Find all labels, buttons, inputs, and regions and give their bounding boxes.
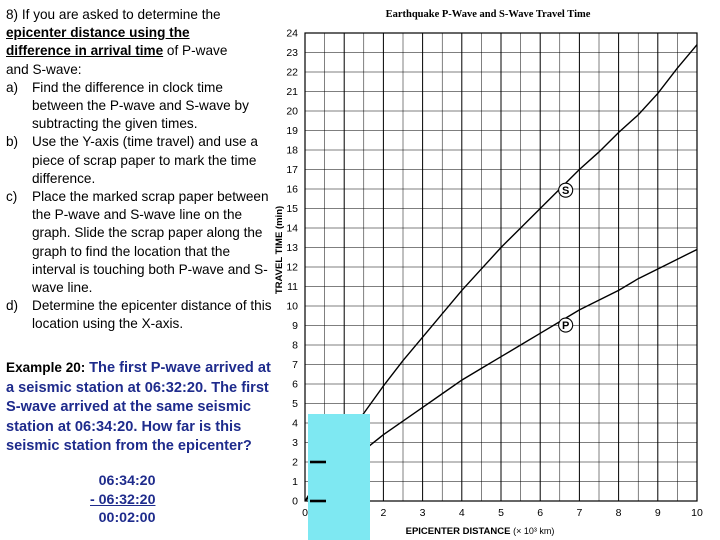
x-axis-label <box>406 526 555 537</box>
y-tick-label: 22 <box>286 66 298 79</box>
series-label-p: P <box>562 320 570 333</box>
heading-line: 8) If you are asked to determine the <box>6 7 221 22</box>
y-tick-label: 8 <box>292 339 298 352</box>
step-c: c) Place the marked scrap paper between the P-wave and S-wave line on the graph. Slide the scrap paper along the graph to find the location that the interval is touching both P-wave and S-wave line. <box>6 189 269 296</box>
y-axis-label: TRAVEL TIME (min) <box>274 205 285 295</box>
x-tick-label: 5 <box>498 507 504 519</box>
example-tag: Example 20: <box>6 360 90 375</box>
scrap-paper-sheet <box>308 414 370 540</box>
scrap-paper[interactable] <box>308 414 370 540</box>
x-tick-label: 8 <box>615 507 622 519</box>
instructions-heading <box>6 6 276 79</box>
y-tick-label: 6 <box>292 378 298 391</box>
y-tick-label: 10 <box>286 300 298 313</box>
y-tick-label: 19 <box>286 125 298 137</box>
y-tick-label: 16 <box>286 183 298 196</box>
y-tick-label: 7 <box>292 359 298 371</box>
x-tick-label: 3 <box>419 507 426 519</box>
heading-emphasis-1: epicenter distance using the <box>6 25 190 41</box>
y-tick-labels <box>286 28 298 508</box>
y-tick-label: 0 <box>292 495 298 508</box>
y-tick-label: 21 <box>286 86 298 98</box>
y-tick-label: 12 <box>286 261 298 274</box>
example-question <box>6 358 282 457</box>
step-b: b) Use the Y-axis (time travel) and use a piece of scrap paper to mark the time difference. <box>6 134 258 186</box>
x-tick-label: 4 <box>458 507 465 519</box>
y-tick-label: 4 <box>292 417 298 430</box>
step-a: a) Find the difference in clock time between the P-wave and S-wave by subtracting the given times. <box>6 79 249 132</box>
x-tick-label: 6 <box>537 507 544 519</box>
y-tick-label: 20 <box>286 105 298 118</box>
x-tick-label: 9 <box>654 507 661 519</box>
y-tick-label: 14 <box>286 222 298 235</box>
y-tick-label: 18 <box>286 144 298 157</box>
step-d: d) Determine the epicenter distance of this location using the X-axis. <box>6 298 272 332</box>
travel-time-chart <box>268 0 720 540</box>
time-calculation <box>90 472 155 528</box>
y-tick-label: 23 <box>286 47 298 59</box>
x-tick-label: 7 <box>576 507 583 519</box>
x-axis-label-text: EPICENTER DISTANCE <box>405 526 511 537</box>
y-tick-label: 17 <box>286 164 298 176</box>
y-tick-label: 24 <box>286 27 298 40</box>
heading-emphasis-2: difference in arrival time <box>6 43 164 59</box>
instructions-panel <box>6 6 276 334</box>
y-tick-label: 9 <box>292 320 298 332</box>
y-tick-label: 3 <box>292 437 298 449</box>
chart-title: Earthquake P-Wave and S-Wave Travel Time <box>385 9 591 20</box>
y-tick-label: 11 <box>287 281 298 293</box>
series-label-s: S <box>562 185 570 198</box>
x-tick-label: 2 <box>380 507 387 519</box>
heading-rest-1: of P-wave <box>163 43 228 59</box>
s-wave-time: 06:34:20 <box>98 473 156 489</box>
p-wave-time: - 06:32:20 <box>90 491 156 508</box>
y-tick-label: 1 <box>292 476 298 488</box>
heading-rest-2: and S-wave: <box>6 61 82 77</box>
y-tick-label: 13 <box>286 242 298 254</box>
x-axis-unit: (× 10³ km) <box>513 526 555 536</box>
y-tick-label: 5 <box>292 398 298 410</box>
y-tick-label: 15 <box>286 203 298 215</box>
example-text: The first P-wave arrived at a seismic station at 06:32:20. The first S-wave arrived at the same seismic station at 06:34:20. How far is this seismic station from the epicenter? <box>6 360 271 455</box>
y-tick-label: 2 <box>292 456 298 469</box>
x-tick-label: 10 <box>691 507 703 519</box>
x-tick-label: 0 <box>302 507 308 519</box>
time-difference: 00:02:00 <box>98 510 156 527</box>
